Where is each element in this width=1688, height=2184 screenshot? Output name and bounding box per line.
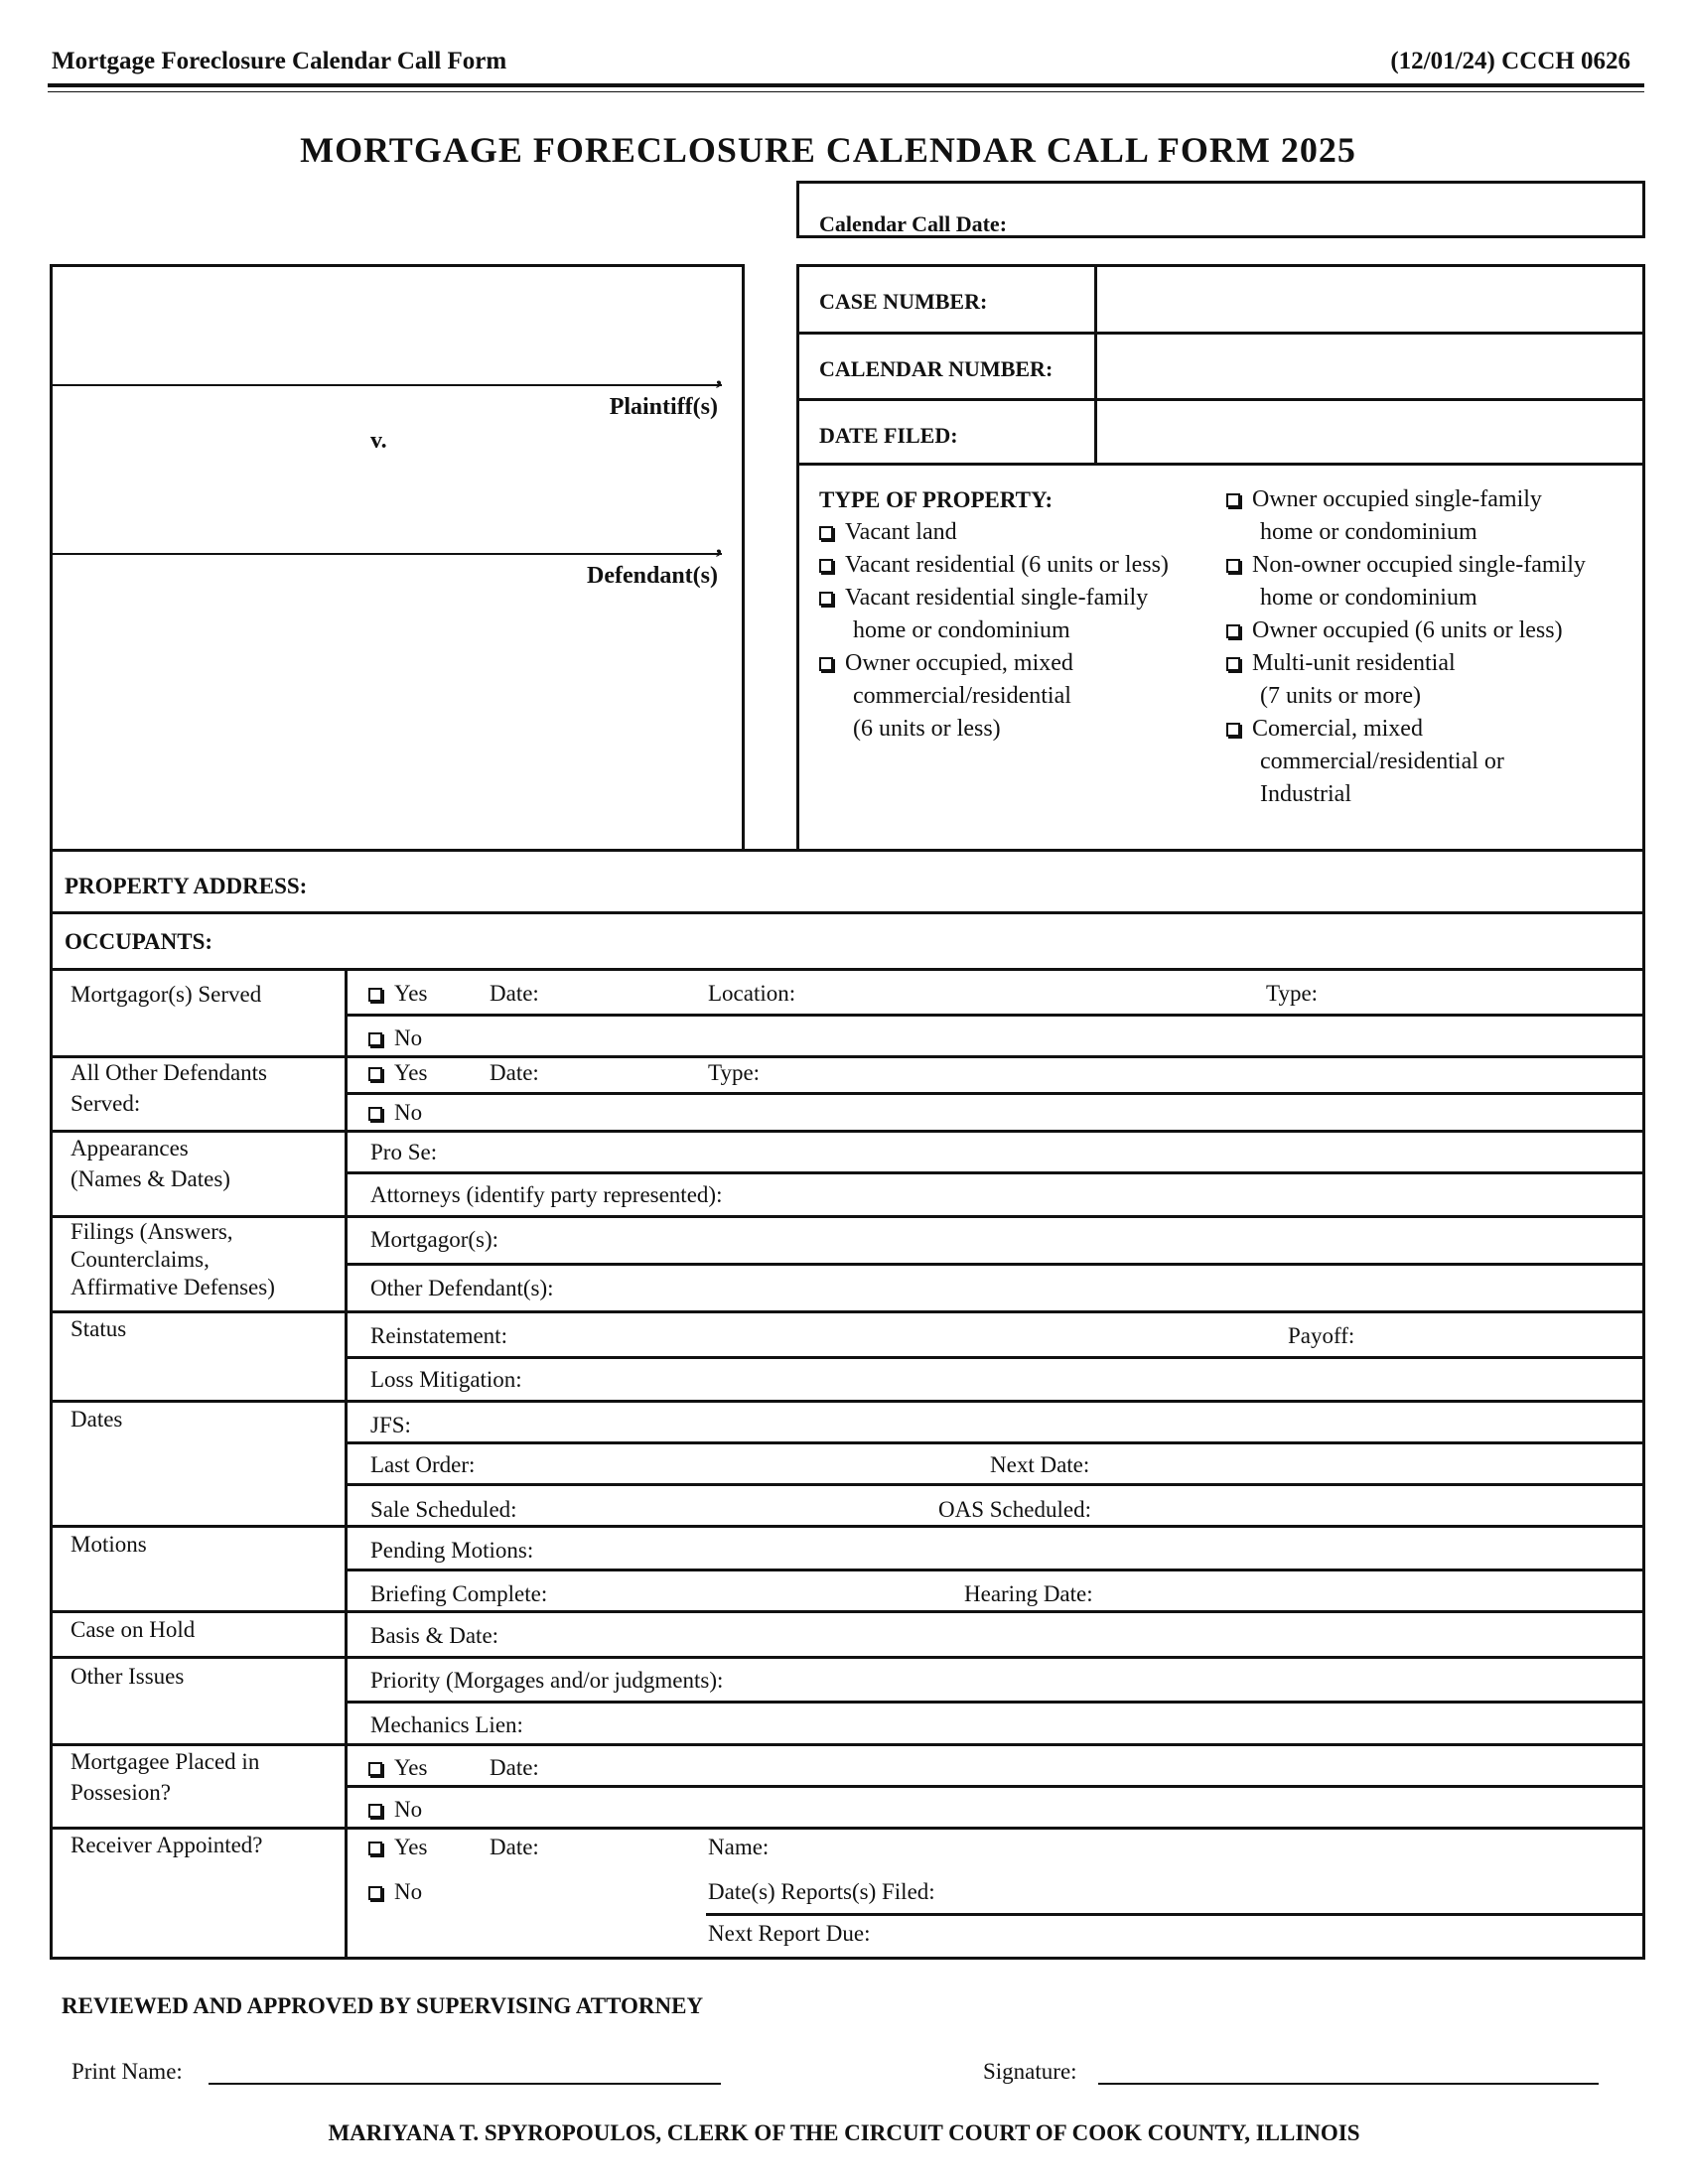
receiver-name-label: Name: (708, 1835, 770, 1859)
checkbox-icon[interactable] (368, 1842, 382, 1855)
row-label-line: Possesion? (70, 1780, 171, 1805)
property-option-owner-occupied-6-units[interactable]: Owner occupied (6 units or less) (1226, 614, 1586, 647)
other-defendants-type-label: Type: (708, 1060, 761, 1085)
row-label-line: Filings (Answers, (70, 1219, 233, 1244)
row-label-line: Counterclaims, (70, 1247, 210, 1272)
property-option-multi-unit[interactable]: Multi-unit residential (7 units or more) (1226, 647, 1586, 713)
priority-label: Priority (Morgages and/or judgments): (370, 1668, 724, 1693)
mortgagor-served-no[interactable]: No (368, 1025, 422, 1051)
defendant-line[interactable] (53, 553, 722, 555)
rule-s5 (345, 1356, 1642, 1359)
briefing-complete-label: Briefing Complete: (370, 1581, 548, 1606)
details-table (50, 849, 1645, 1960)
rule-g6 (53, 1525, 1642, 1528)
row-label-line: Mortgagee Placed in (70, 1749, 260, 1774)
rule-g5 (53, 1400, 1642, 1403)
checkbox-icon[interactable] (1226, 559, 1240, 573)
mortgagor-served-location-label: Location: (708, 981, 796, 1006)
print-name-label: Print Name: (71, 2059, 183, 2084)
plaintiff-label: Plaintiff(s) (609, 394, 718, 420)
rule-s6 (345, 1441, 1642, 1444)
rule-g2 (53, 1130, 1642, 1133)
property-type-heading: TYPE OF PROPERTY: (819, 487, 1054, 512)
basis-date-label: Basis & Date: (370, 1623, 499, 1648)
row-label-dates: Dates (70, 1407, 123, 1432)
property-type-left-column (819, 483, 1169, 746)
header-form-name: Mortgage Foreclosure Calendar Call Form (52, 48, 507, 74)
checkbox-icon[interactable] (819, 592, 833, 606)
plaintiff-line[interactable] (53, 384, 722, 386)
row-label-line: All Other Defendants (70, 1060, 267, 1085)
occupants-field[interactable] (251, 915, 1631, 965)
row-label-line: Affirmative Defenses) (70, 1275, 275, 1299)
case-info-rule-1 (799, 332, 1642, 335)
property-option-vacant-land[interactable]: Vacant land (819, 516, 1169, 549)
rule-s10 (345, 1785, 1642, 1788)
checkbox-icon[interactable] (368, 1032, 382, 1046)
checkbox-icon[interactable] (1226, 493, 1240, 507)
header-rule-thick (48, 83, 1644, 87)
rule-s2 (345, 1092, 1642, 1095)
row-label-filings (70, 1218, 275, 1301)
signature-line[interactable] (1098, 2083, 1599, 2085)
rule-s7 (345, 1483, 1642, 1486)
case-number-label: CASE NUMBER: (819, 289, 988, 314)
row-label-line: Served: (70, 1091, 141, 1116)
property-option-non-owner-single-family[interactable]: Non-owner occupied single-family home or condominium (1226, 549, 1586, 614)
property-type-right-column (1226, 483, 1586, 811)
label-column-divider (345, 971, 348, 1957)
case-info-rule-3 (799, 463, 1642, 466)
rule-s1 (345, 1014, 1642, 1017)
row-label-other-issues: Other Issues (70, 1664, 185, 1689)
mortgagor-served-yes[interactable]: Yes (368, 981, 427, 1007)
checkbox-icon[interactable] (1226, 723, 1240, 737)
sale-scheduled-label: Sale Scheduled: (370, 1497, 517, 1522)
property-address-field[interactable] (331, 856, 1631, 909)
property-option-owner-single-family[interactable]: Owner occupied single-family home or condominium (1226, 483, 1586, 549)
checkbox-icon[interactable] (819, 657, 833, 671)
possession-no[interactable]: No (368, 1797, 422, 1823)
receiver-yes[interactable]: Yes (368, 1835, 427, 1860)
mechanics-lien-label: Mechanics Lien: (370, 1712, 523, 1737)
row-label-status: Status (70, 1316, 127, 1341)
rule-s9 (345, 1701, 1642, 1704)
checkbox-icon[interactable] (1226, 657, 1240, 671)
other-defendants-date-label: Date: (490, 1060, 539, 1085)
other-defendants-yes[interactable]: Yes (368, 1060, 427, 1086)
row-label-case-on-hold: Case on Hold (70, 1617, 196, 1642)
calendar-number-field[interactable] (1099, 337, 1639, 396)
occupants-label: OCCUPANTS: (65, 929, 213, 954)
other-defendants-no[interactable]: No (368, 1100, 422, 1126)
page-title: MORTGAGE FORECLOSURE CALENDAR CALL FORM 2025 (300, 130, 1356, 170)
checkbox-icon[interactable] (819, 559, 833, 573)
rule-g10 (53, 1827, 1642, 1830)
row-label-motions: Motions (70, 1532, 147, 1557)
row-label-mortgagee-possession (70, 1746, 259, 1808)
rule-g4 (53, 1310, 1642, 1313)
checkbox-icon[interactable] (368, 1804, 382, 1818)
next-report-due-label: Next Report Due: (708, 1921, 871, 1946)
pro-se-label: Pro Se: (370, 1140, 438, 1164)
oas-scheduled-label: OAS Scheduled: (938, 1497, 1091, 1522)
rule-occupants (53, 968, 1642, 971)
receiver-date-label: Date: (490, 1835, 539, 1859)
rule-s11 (706, 1913, 1642, 1916)
rule-g3 (53, 1215, 1642, 1218)
row-label-other-defendants (70, 1057, 267, 1119)
calendar-number-label: CALENDAR NUMBER: (819, 356, 1054, 381)
jfs-label: JFS: (370, 1413, 411, 1437)
plaintiff-comma: , (716, 364, 722, 390)
filings-other-defendants-label: Other Defendant(s): (370, 1276, 554, 1300)
review-heading: REVIEWED AND APPROVED BY SUPERVISING ATTORNEY (62, 1993, 704, 2018)
checkbox-icon[interactable] (1226, 624, 1240, 638)
row-label-appearances (70, 1133, 230, 1194)
rule-address (53, 911, 1642, 914)
rule-g9 (53, 1743, 1642, 1746)
case-number-field[interactable] (1099, 269, 1639, 329)
case-info-divider (1094, 267, 1097, 466)
row-label-line: (Names & Dates) (70, 1166, 230, 1191)
payoff-label: Payoff: (1288, 1323, 1355, 1348)
property-option-owner-occupied-mixed[interactable]: Owner occupied, mixed commercial/residential (6 units or less) (819, 647, 1169, 746)
case-info-rule-2 (799, 398, 1642, 401)
calendar-call-date-box[interactable] (796, 181, 1645, 238)
row-label-line: Appearances (70, 1136, 189, 1160)
date-filed-field[interactable] (1099, 403, 1639, 461)
loss-mitigation-label: Loss Mitigation: (370, 1367, 522, 1392)
header-rule-thin (48, 91, 1644, 92)
case-info-box (796, 264, 1645, 852)
calendar-call-date-label: Calendar Call Date: (819, 211, 1008, 236)
possession-yes[interactable]: Yes (368, 1755, 427, 1781)
print-name-line[interactable] (209, 2083, 721, 2085)
attorneys-label: Attorneys (identify party represented): (370, 1182, 723, 1207)
rule-g8 (53, 1656, 1642, 1659)
property-option-vacant-residential[interactable]: Vacant residential (6 units or less) (819, 549, 1169, 582)
footer-clerk: MARIYANA T. SPYROPOULOS, CLERK OF THE CIRCUIT COURT OF COOK COUNTY, ILLINOIS (328, 2120, 1360, 2145)
filings-mortgagors-label: Mortgagor(s): (370, 1227, 499, 1252)
signature-label: Signature: (983, 2059, 1077, 2084)
pending-motions-label: Pending Motions: (370, 1538, 534, 1563)
checkbox-icon[interactable] (368, 1067, 382, 1081)
receiver-no[interactable]: No (368, 1879, 422, 1905)
reports-filed-label: Date(s) Reports(s) Filed: (708, 1879, 935, 1904)
checkbox-icon[interactable] (368, 988, 382, 1002)
rule-s4 (345, 1263, 1642, 1266)
mortgagor-served-type-label: Type: (1266, 981, 1319, 1006)
date-filed-label: DATE FILED: (819, 423, 958, 448)
property-option-commercial[interactable]: Comercial, mixed commercial/residential or Industrial (1226, 713, 1586, 811)
defendant-comma: , (716, 533, 722, 559)
row-label-receiver: Receiver Appointed? (70, 1833, 263, 1857)
property-option-vacant-single-family[interactable]: Vacant residential single-family home or condominium (819, 582, 1169, 647)
rule-s3 (345, 1171, 1642, 1174)
defendant-label: Defendant(s) (587, 563, 718, 589)
possession-date-label: Date: (490, 1755, 539, 1780)
rule-g7 (53, 1610, 1642, 1613)
versus-label: v. (370, 428, 387, 454)
rule-s8 (345, 1569, 1642, 1571)
next-date-label: Next Date: (990, 1452, 1090, 1477)
property-address-label: PROPERTY ADDRESS: (65, 874, 308, 898)
row-label-mortgagor-served: Mortgagor(s) Served (70, 982, 262, 1007)
last-order-label: Last Order: (370, 1452, 476, 1477)
checkbox-icon[interactable] (368, 1886, 382, 1900)
reinstatement-label: Reinstatement: (370, 1323, 507, 1348)
checkbox-icon[interactable] (368, 1762, 382, 1776)
rule-g1 (53, 1055, 1642, 1058)
case-caption-box (50, 264, 745, 852)
mortgagor-served-date-label: Date: (490, 981, 539, 1006)
header-form-code: (12/01/24) CCCH 0626 (1390, 48, 1630, 74)
checkbox-icon[interactable] (819, 526, 833, 540)
hearing-date-label: Hearing Date: (964, 1581, 1093, 1606)
checkbox-icon[interactable] (368, 1107, 382, 1121)
